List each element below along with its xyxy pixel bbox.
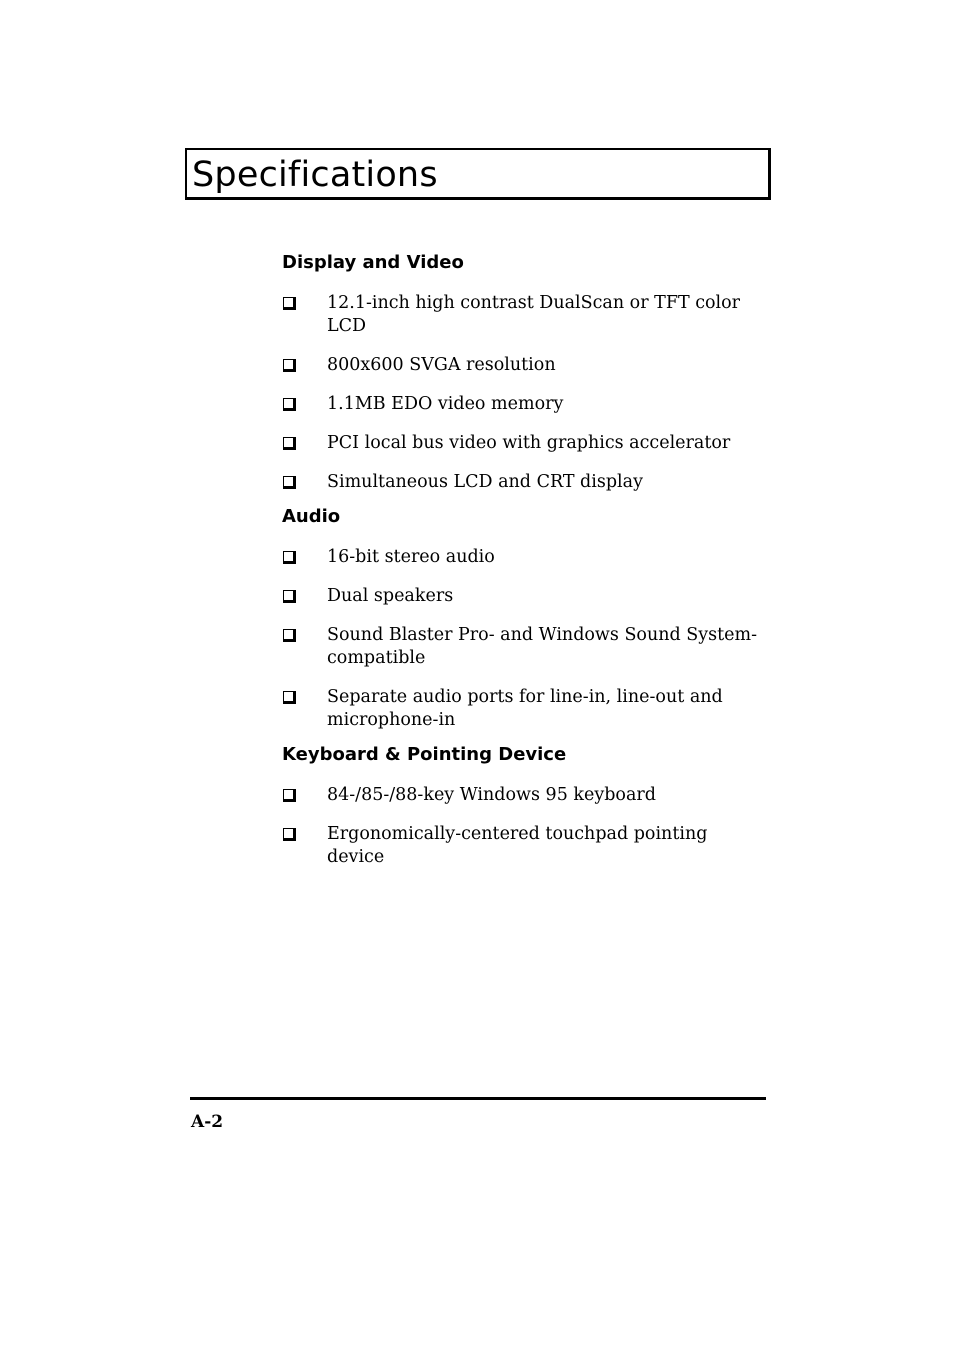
list-item-text: 16-bit stereo audio [327,547,495,567]
section-gap [282,732,762,740]
title-box [185,148,771,200]
list-item [282,354,762,377]
list-item [282,546,762,569]
list-item-text: Ergonomically-centered touchpad pointing device [327,824,708,867]
section-display-and-video [282,248,762,494]
spec-content [282,248,762,869]
section-keyboard-and-pointing-device [282,740,762,869]
section-audio [282,502,762,732]
list-item-text: 12.1-inch high contrast DualScan or TFT color LCD [327,293,741,336]
list-item [282,686,762,732]
checkbox-icon [283,551,296,564]
section-heading: Audio [282,506,341,527]
section-gap [282,494,762,502]
list-item-text: 800x600 SVGA resolution [327,355,556,375]
list-item-text: 84-/85-/88-key Windows 95 keyboard [327,785,656,805]
spec-list [282,546,762,732]
list-item [282,784,762,807]
footer-rule [190,1097,766,1100]
list-item-text: PCI local bus video with graphics accelerator [327,433,731,453]
checkbox-icon [283,359,296,372]
list-item [282,432,762,455]
list-item-text: Sound Blaster Pro- and Windows Sound System-compatible [327,625,758,668]
list-item [282,471,762,494]
checkbox-icon [283,398,296,411]
list-item-text: 1.1MB EDO video memory [327,394,564,414]
section-heading: Keyboard & Pointing Device [282,744,567,765]
list-item-text: Simultaneous LCD and CRT display [327,472,643,492]
list-item [282,292,762,338]
list-item-text: Separate audio ports for line-in, line-out and microphone-in [327,687,723,730]
checkbox-icon [283,789,296,802]
checkbox-icon [283,691,296,704]
list-item [282,823,762,869]
checkbox-icon [283,590,296,603]
checkbox-icon [283,437,296,450]
page-number: A-2 [191,1112,224,1132]
checkbox-icon [283,629,296,642]
section-heading: Display and Video [282,252,464,273]
spec-list [282,292,762,494]
checkbox-icon [283,297,296,310]
list-item-text: Dual speakers [327,586,454,606]
page-title: Specifications [192,155,438,195]
list-item [282,393,762,416]
spec-list [282,784,762,869]
list-item [282,585,762,608]
checkbox-icon [283,828,296,841]
list-item [282,624,762,670]
checkbox-icon [283,476,296,489]
